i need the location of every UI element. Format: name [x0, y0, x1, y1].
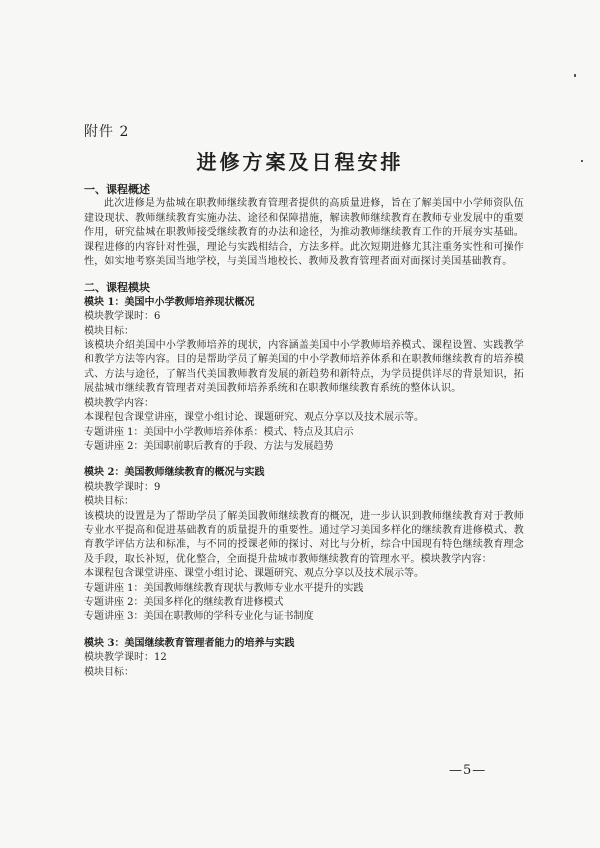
lecture-item: 专题讲座 3：美国在职教师的学科专业化与证书制度 — [84, 611, 314, 623]
lecture-item: 专题讲座 2：美国多样化的继续教育进修模式 — [84, 596, 284, 608]
module-goal-label: 模块目标： — [84, 325, 134, 337]
module-content-label: 模块教学内容： — [84, 397, 154, 409]
page-number: —5— — [449, 763, 487, 778]
module-hours: 模块教学课时：12 — [84, 652, 167, 664]
section-heading: 二、课程模块 — [84, 281, 150, 295]
module-goal: 该模块介绍美国中小学教师培养的现状，内容涵盖美国中小学教师培养模式、课程设置、实践教学和教学方法等内容。目的是帮助学员了解美国的中小学教师培养体系和在职教师继续教育的培养模式、方法与途径，了解当代美国教师教育发展的新趋势和新特点，为学员提供详尽的背景知识，拓展盐城市继续教育管理者对美国教师培养系统和在职教师继续教育系统的整体认识。 — [84, 340, 524, 395]
module-content: 本课程包含课堂讲座、课堂小组讨论、课题研究、观点分享以及技术展示等。 — [84, 568, 424, 580]
module-goal: 该模块的设置是为了帮助学员了解美国教师继续教育的概况，进一步认识到教师继续教育对于教师专业水平提高和促进基础教育的质量提升的重要性。通过学习美国多样化的继续教育进修模式、教育教学评估方法和标准，与不同的授课老师的探讨、对比与分析，综合中国现有特色继续教育理念及手段，取长补短，优化整合，全面提升盐城市教师继续教育的管理水平。模块教学内容： — [84, 510, 524, 565]
scan-mark — [574, 74, 576, 77]
module-content: 本课程包含课堂讲座，课堂小组讨论、课题研究、观点分享以及技术展示等。 — [84, 412, 424, 424]
overview-paragraph: 此次进修是为盐城在职教师继续教育管理者提供的高质量进修，旨在了解美国中小学师资队伍建设现状、教师继续教育实施办法、途径和保障措施，解读教师继续教育在教师专业发展中的重要作用，研究盐城在职教师接受继续教育的办法和途径，为推动教师继续教育工作的开展夯实基础。课程进修的内容针对性强，理论与实践相结合，方法多样。此次短期进修尤其注重务实性和可操作性，如实地考察美国当地学校，与美国当地校长、教师及教育管理者面对面探讨美国基础教育。 — [84, 198, 524, 268]
module-title: 模块 2：美国教师继续教育的概况与实践 — [84, 467, 265, 479]
module-hours: 模块教学课时：6 — [84, 311, 161, 323]
module-title: 模块 1：美国中小学教师培养现状概况 — [84, 296, 255, 308]
page-title: 进修方案及日程安排 — [196, 150, 404, 174]
module-title: 模块 3：美国继续教育管理者能力的培养与实践 — [84, 637, 295, 649]
module-hours: 模块教学课时：9 — [84, 481, 161, 493]
lecture-item: 专题讲座 1：美国教师继续教育现状与教师专业水平提升的实践 — [84, 582, 364, 594]
module-goal-label: 模块目标： — [84, 666, 134, 678]
section-heading: 一、课程概述 — [84, 183, 150, 196]
module-goal-label: 模块目标： — [84, 496, 134, 508]
document-body — [84, 183, 524, 680]
lecture-item: 专题讲座 1：美国中小学教师培养体系：模式、特点及其启示 — [84, 426, 354, 438]
attachment-label: 附件 2 — [84, 124, 130, 140]
lecture-item: 专题讲座 2：美国职前职后教育的手段、方法与发展趋势 — [84, 440, 334, 452]
